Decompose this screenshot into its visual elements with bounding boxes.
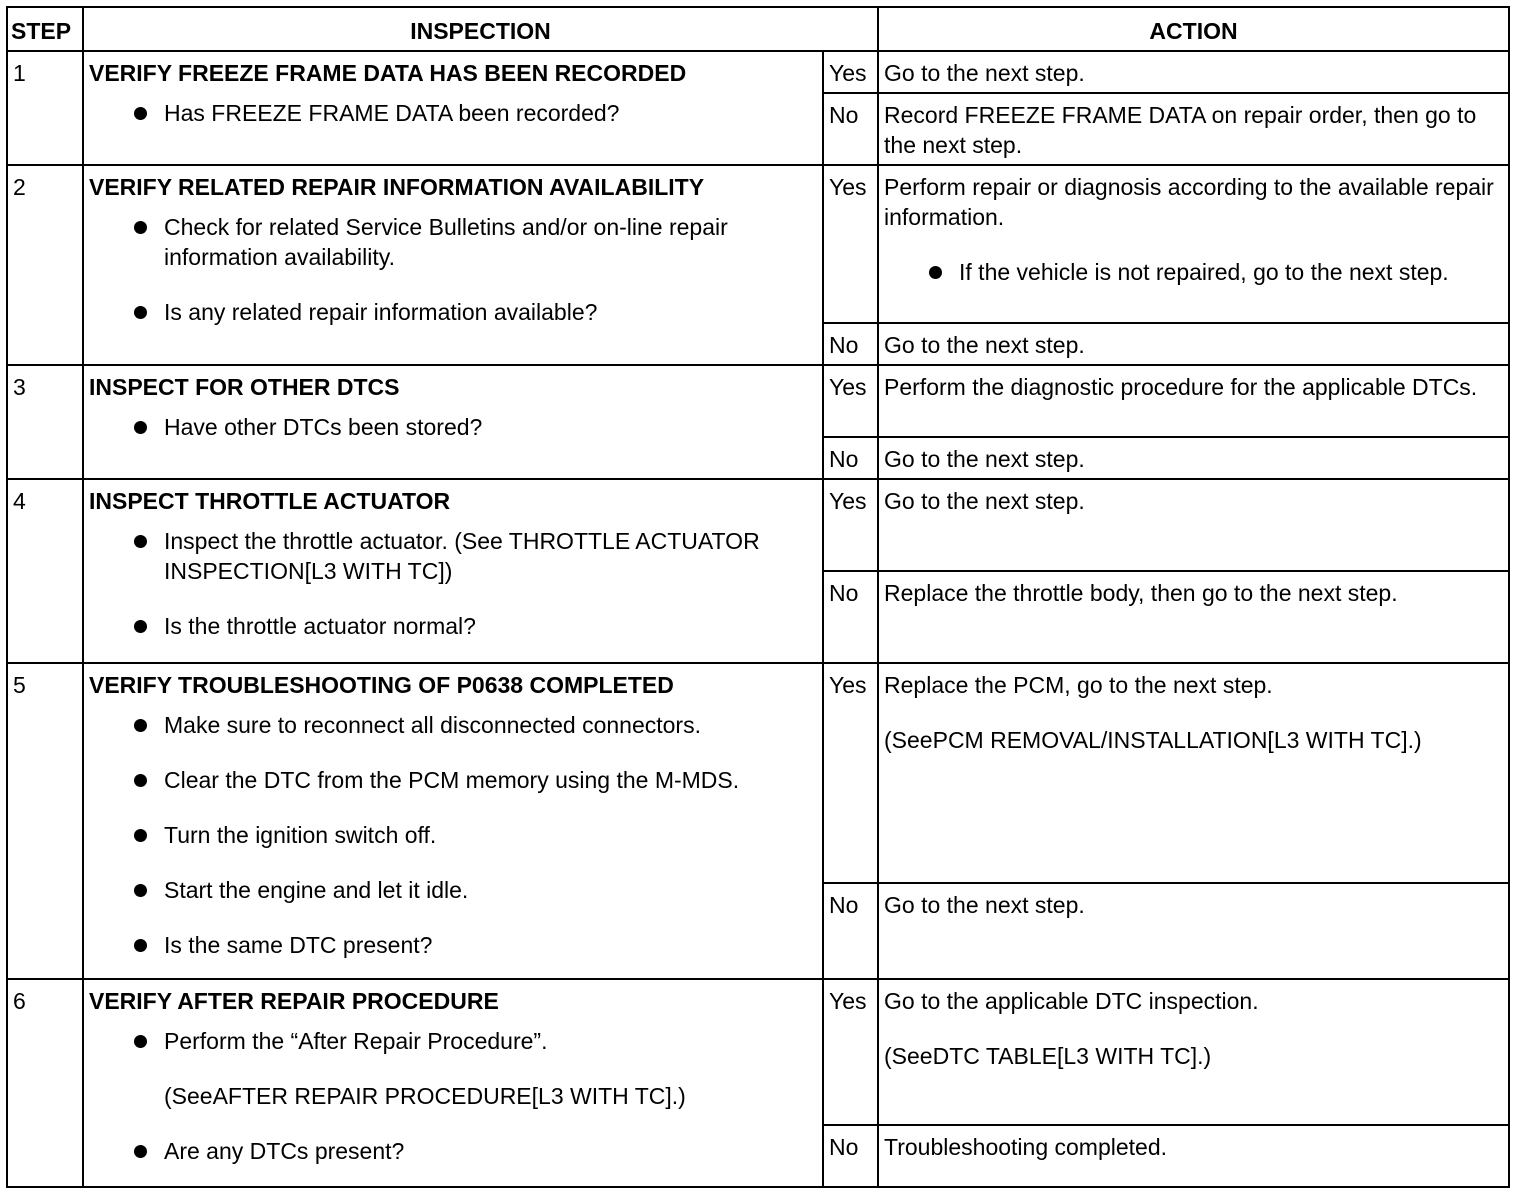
inspection-bullet: Inspect the throttle actuator. (See THROTTLE ACTUATOR INSPECTION[L3 WITH TC]) — [89, 526, 817, 586]
troubleshooting-table — [6, 6, 1510, 1188]
inspection-bullet: Is the throttle actuator normal? — [89, 611, 817, 641]
step-title: VERIFY RELATED REPAIR INFORMATION AVAILABILITY — [89, 174, 705, 200]
step-4-yes-row — [7, 479, 1509, 571]
step-number: 2 — [7, 165, 83, 365]
yes-action-cell — [878, 979, 1509, 1125]
header-inspection: INSPECTION — [83, 7, 878, 51]
step-3-yes-row — [7, 365, 1509, 437]
yes-label: Yes — [823, 663, 878, 883]
no-label: No — [823, 93, 878, 165]
no-action: Record FREEZE FRAME DATA on repair order, then go to the next step. — [878, 93, 1509, 165]
reference-note: (SeeAFTER REPAIR PROCEDURE[L3 WITH TC].) — [164, 1083, 686, 1109]
header-action: ACTION — [878, 7, 1509, 51]
step-number: 5 — [7, 663, 83, 979]
no-action: Troubleshooting completed. — [878, 1125, 1509, 1187]
step-title: INSPECT THROTTLE ACTUATOR — [89, 488, 451, 514]
reference-link: (SeeDTC TABLE[L3 WITH TC].) — [884, 1043, 1212, 1069]
no-action: Go to the next step. — [878, 323, 1509, 365]
inspection-bullet: Clear the DTC from the PCM memory using the M-MDS. — [89, 765, 817, 795]
inspection-bullet: Have other DTCs been stored? — [89, 412, 817, 442]
step-number: 6 — [7, 979, 83, 1187]
yes-action: Perform repair or diagnosis according to the available repair information. — [884, 174, 1494, 230]
step-6-yes-row — [7, 979, 1509, 1125]
inspection-bullet: Are any DTCs present? — [89, 1136, 817, 1166]
no-label: No — [823, 437, 878, 479]
inspection-bullet: Is any related repair information available? — [89, 297, 817, 327]
no-label: No — [823, 571, 878, 663]
inspection-cell — [83, 663, 823, 979]
step-number: 4 — [7, 479, 83, 663]
yes-action: Go to the next step. — [878, 51, 1509, 93]
step-number: 1 — [7, 51, 83, 165]
yes-action: Go to the applicable DTC inspection. — [884, 988, 1259, 1014]
inspection-cell — [83, 479, 823, 663]
step-2-yes-row — [7, 165, 1509, 323]
inspection-cell — [83, 979, 823, 1187]
inspection-bullet: Check for related Service Bulletins and/or on-line repair information availability. — [89, 212, 817, 272]
no-label: No — [823, 1125, 878, 1187]
inspection-cell — [83, 365, 823, 479]
inspection-bullet: Start the engine and let it idle. — [89, 875, 817, 905]
step-title: INSPECT FOR OTHER DTCS — [89, 374, 400, 400]
yes-label: Yes — [823, 51, 878, 93]
step-title: VERIFY AFTER REPAIR PROCEDURE — [89, 988, 499, 1014]
yes-action: Go to the next step. — [878, 479, 1509, 571]
no-label: No — [823, 883, 878, 979]
yes-action: Replace the PCM, go to the next step. — [884, 672, 1273, 698]
no-action: Go to the next step. — [878, 883, 1509, 979]
inspection-cell — [83, 165, 823, 365]
inspection-bullet: Has FREEZE FRAME DATA been recorded? — [89, 98, 817, 128]
yes-label: Yes — [823, 365, 878, 437]
action-bullet: If the vehicle is not repaired, go to the next step. — [884, 257, 1503, 287]
no-label: No — [823, 323, 878, 365]
inspection-bullet: Make sure to reconnect all disconnected connectors. — [89, 710, 817, 740]
inspection-bullet: Turn the ignition switch off. — [89, 820, 817, 850]
reference-link: (SeePCM REMOVAL/INSTALLATION[L3 WITH TC].) — [884, 727, 1422, 753]
yes-label: Yes — [823, 979, 878, 1125]
step-title: VERIFY FREEZE FRAME DATA HAS BEEN RECORDED — [89, 60, 687, 86]
header-step: STEP — [7, 7, 83, 51]
yes-action-cell — [878, 165, 1509, 323]
step-number: 3 — [7, 365, 83, 479]
step-5-yes-row — [7, 663, 1509, 883]
no-action: Go to the next step. — [878, 437, 1509, 479]
header-row — [7, 7, 1509, 51]
yes-label: Yes — [823, 479, 878, 571]
no-action: Replace the throttle body, then go to the next step. — [878, 571, 1509, 663]
inspection-cell — [83, 51, 823, 165]
yes-action-cell — [878, 663, 1509, 883]
inspection-bullet: Is the same DTC present? — [89, 930, 817, 960]
inspection-bullet: Perform the “After Repair Procedure”. — [89, 1026, 817, 1056]
step-title: VERIFY TROUBLESHOOTING OF P0638 COMPLETED — [89, 672, 674, 698]
yes-action: Perform the diagnostic procedure for the applicable DTCs. — [878, 365, 1509, 437]
yes-label: Yes — [823, 165, 878, 323]
step-1-yes-row — [7, 51, 1509, 93]
